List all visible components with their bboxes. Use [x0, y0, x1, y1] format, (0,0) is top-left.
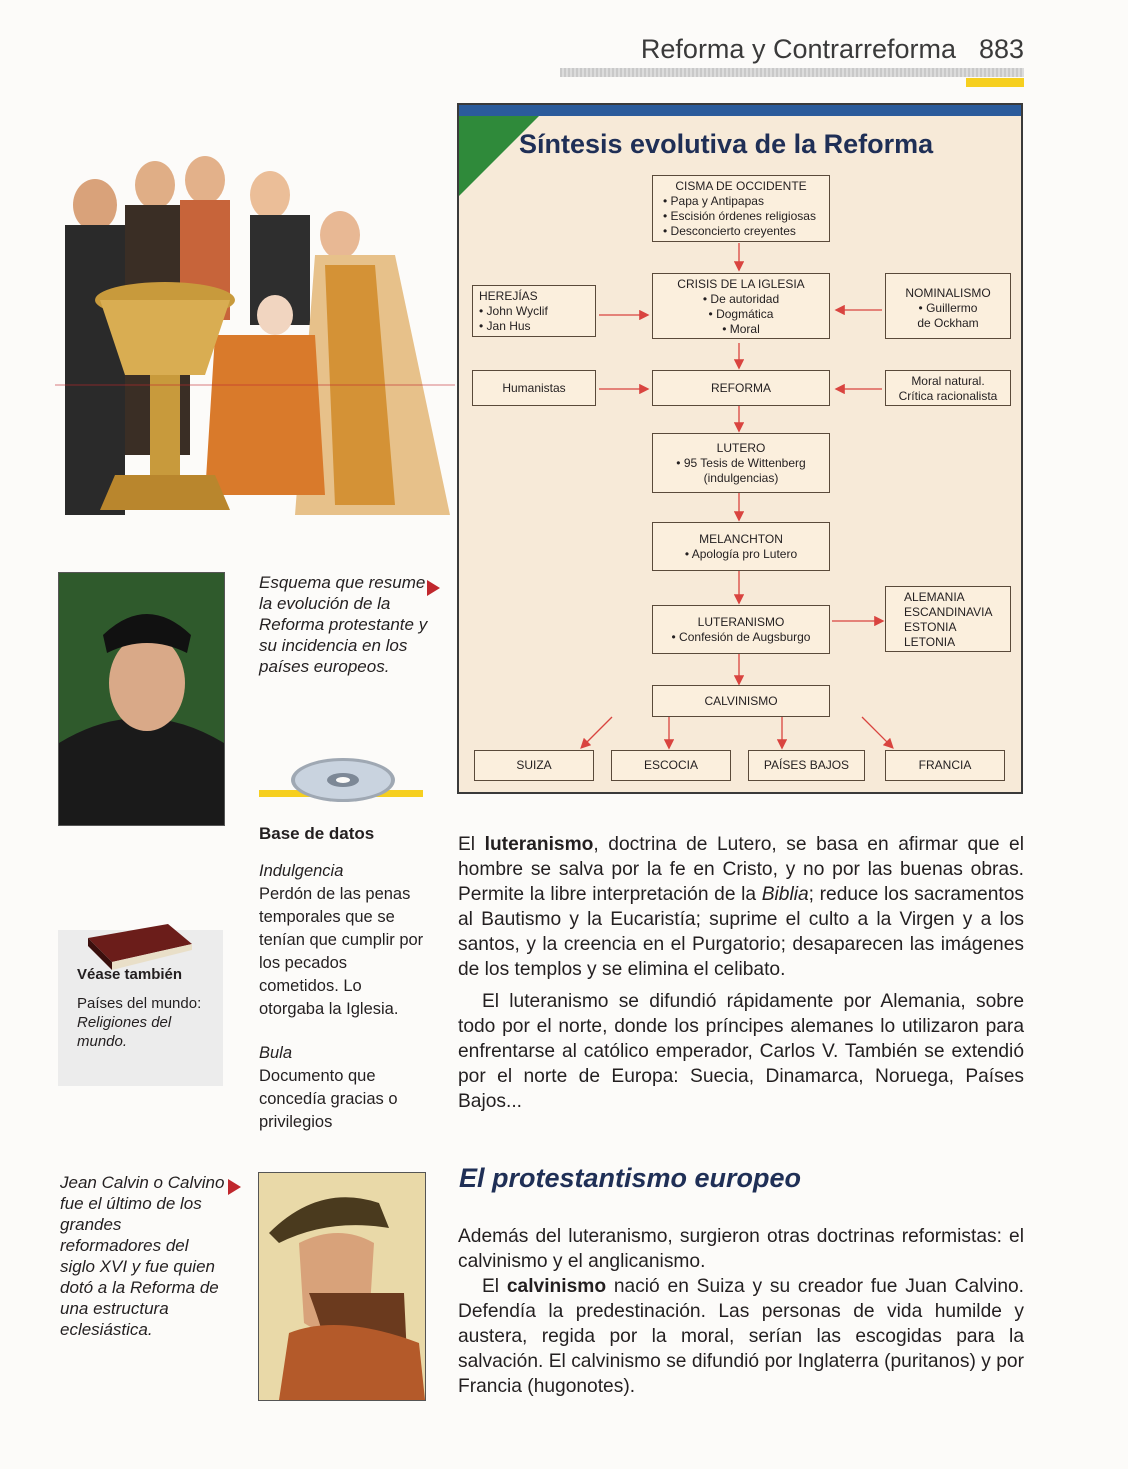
- reform-synthesis-diagram: [457, 103, 1023, 794]
- glossary-term: Indulgencia: [259, 862, 344, 880]
- lutero-box: [652, 433, 830, 493]
- moral-box: [885, 370, 1011, 406]
- luteranismo-box: [652, 605, 830, 654]
- glossary-definition: Perdón de las penas temporales que se tenían que cumplir por los pecados cometidos. Lo otorgaba la Iglesia.: [259, 885, 424, 1018]
- page-number: 883: [978, 34, 1024, 64]
- melanchton-title: MELANCHTON: [699, 532, 783, 546]
- cisma-title: CISMA DE OCCIDENTE: [675, 179, 807, 193]
- crisis-title: CRISIS DE LA IGLESIA: [677, 277, 805, 291]
- text-span: El: [458, 834, 485, 855]
- melanchton-item: • Apología pro Lutero: [684, 547, 798, 561]
- nominalismo-box: [885, 273, 1011, 339]
- cisma-item: • Papa y Antipapas: [663, 194, 764, 208]
- header-accent: [966, 78, 1024, 87]
- humanistas-box: [472, 370, 596, 406]
- difusion-paragraph: El luteranismo se difundió rápidamente por Alemania, sobre todo por el norte, donde los príncipes alemanes lo utilizaron para enfrentarse al católico emperador, Carlos V. También se extendió por el norte de Europa: Suecia, Dinamarca, Noruega, Países Bajos...: [458, 991, 1024, 1112]
- text-span: ; reduce los sacramentos al Bautismo y la Eucaristía; suprime el culto a la Virgen y a los santos, y la creencia en el Purgatorio; desaparecen las imágenes de los templos y se elimina el celibato.: [458, 884, 1024, 980]
- pais-item: ESTONIA: [904, 620, 957, 634]
- lutero-title: LUTERO: [716, 441, 766, 455]
- melanchton-box: [652, 522, 830, 571]
- glossary-entry: [259, 860, 429, 1021]
- destino-label: ESCOCIA: [643, 758, 698, 772]
- cisma-item: • Desconcierto creyentes: [663, 224, 796, 238]
- calvinismo-box: [652, 685, 830, 717]
- moral-line: Crítica racionalista: [898, 389, 998, 403]
- nominalismo-item: • Guillermo: [918, 301, 978, 315]
- see-also-text: [77, 994, 212, 1051]
- doctrinas-paragraph: Además del luteranismo, surgieron otras doctrinas reformistas: el calvinismo y el anglicanismo.: [458, 1226, 1024, 1272]
- luther-portrait: [58, 572, 225, 826]
- lutero-item: (indulgencias): [703, 471, 779, 485]
- paises-bajos-box: [748, 750, 865, 781]
- diagram-title: Síntesis evolutiva de la Reforma: [519, 129, 934, 159]
- herejias-box: [472, 285, 596, 337]
- herejias-title: HEREJÍAS: [479, 289, 538, 303]
- crisis-item: • De autoridad: [702, 292, 780, 306]
- glossary-term: Bula: [259, 1044, 293, 1062]
- keyword-calvinismo: calvinismo: [506, 1276, 607, 1297]
- suiza-box: [474, 750, 594, 781]
- cisma-item: • Escisión órdenes religiosas: [663, 209, 816, 223]
- reforma-label: REFORMA: [711, 380, 771, 395]
- text-span: El: [482, 1276, 507, 1297]
- pais-item: LETONIA: [904, 635, 956, 649]
- cd-icon: [285, 752, 405, 812]
- luteranismo-paragraph: [458, 832, 1024, 982]
- calvinismo-label: CALVINISMO: [704, 693, 778, 708]
- calvin-portrait: [258, 1172, 426, 1401]
- nominalismo-title: NOMINALISMO: [905, 286, 991, 300]
- paises-box: [885, 586, 1011, 652]
- destino-label: PAÍSES BAJOS: [763, 758, 850, 772]
- calvinismo-paragraph: [458, 1274, 1024, 1399]
- destino-label: SUIZA: [516, 758, 552, 772]
- section-heading: El protestantismo europeo: [459, 1163, 802, 1193]
- glossary-entry: [259, 1042, 429, 1134]
- luteranismo-title: LUTERANISMO: [697, 615, 785, 629]
- pais-item: ESCANDINAVIA: [904, 605, 993, 619]
- biblia-italic: Biblia: [761, 884, 809, 905]
- humanistas-label: Humanistas: [502, 380, 566, 395]
- text-span: nació en Suiza y su creador fue Juan Calvino. Defendía la predestinación. Las personas de vida humilde y austera, regida por la moral, serían las escogidas para la salvación. El calvinismo se difundió por Inglaterra (puritanos) y por Francia (hugonotes).: [458, 1276, 1024, 1397]
- book-icon: [88, 918, 193, 970]
- reformation-painting: [55, 145, 455, 525]
- see-also-label: Países del mundo:: [77, 995, 202, 1012]
- luteranismo-item: • Confesión de Augsburgo: [671, 630, 811, 644]
- crisis-item: • Moral: [722, 322, 760, 336]
- crisis-item: • Dogmática: [708, 307, 774, 321]
- destino-label: FRANCIA: [918, 758, 972, 772]
- section-title: Reforma y Contrarreforma: [640, 34, 956, 64]
- reforma-box: [652, 370, 830, 406]
- glossary-definition: Documento que concedía gracias o privilegios: [259, 1067, 398, 1131]
- crisis-box: [652, 273, 830, 339]
- calvin-caption: Jean Calvin o Calvino fue el último de los grandes reformadores del siglo XVI y fue quien dotó a la Reforma de una estructura eclesiástica.: [60, 1173, 225, 1339]
- herejias-item: • John Wyclif: [479, 304, 548, 318]
- lutero-item: • 95 Tesis de Wittenberg: [676, 456, 806, 470]
- nominalismo-item: de Ockham: [917, 316, 979, 330]
- francia-box: [885, 750, 1005, 781]
- keyword-luteranismo: luteranismo: [484, 834, 594, 855]
- escocia-box: [611, 750, 731, 781]
- see-also-link[interactable]: Religiones del mundo.: [77, 1014, 172, 1050]
- caption-pointer-icon: [427, 580, 440, 596]
- diagram-caption: Esquema que resume la evolución de la Reforma protestante y su incidencia en los países europeos.: [259, 573, 428, 676]
- moral-line: Moral natural.: [911, 374, 985, 388]
- text-span: , doctrina de Lutero, se basa en afirmar que el hombre se salva por la fe en Cristo, y no por las buenas obras. Permite la libre interpretación de la: [458, 834, 1024, 905]
- see-also-title: Véase también: [77, 966, 183, 983]
- pais-item: ALEMANIA: [904, 590, 965, 604]
- header-rule: [560, 68, 1024, 77]
- database-title: Base de datos: [259, 824, 375, 843]
- herejias-item: • Jan Hus: [479, 319, 531, 333]
- caption-pointer-icon: [228, 1179, 241, 1195]
- cisma-box: [652, 175, 830, 242]
